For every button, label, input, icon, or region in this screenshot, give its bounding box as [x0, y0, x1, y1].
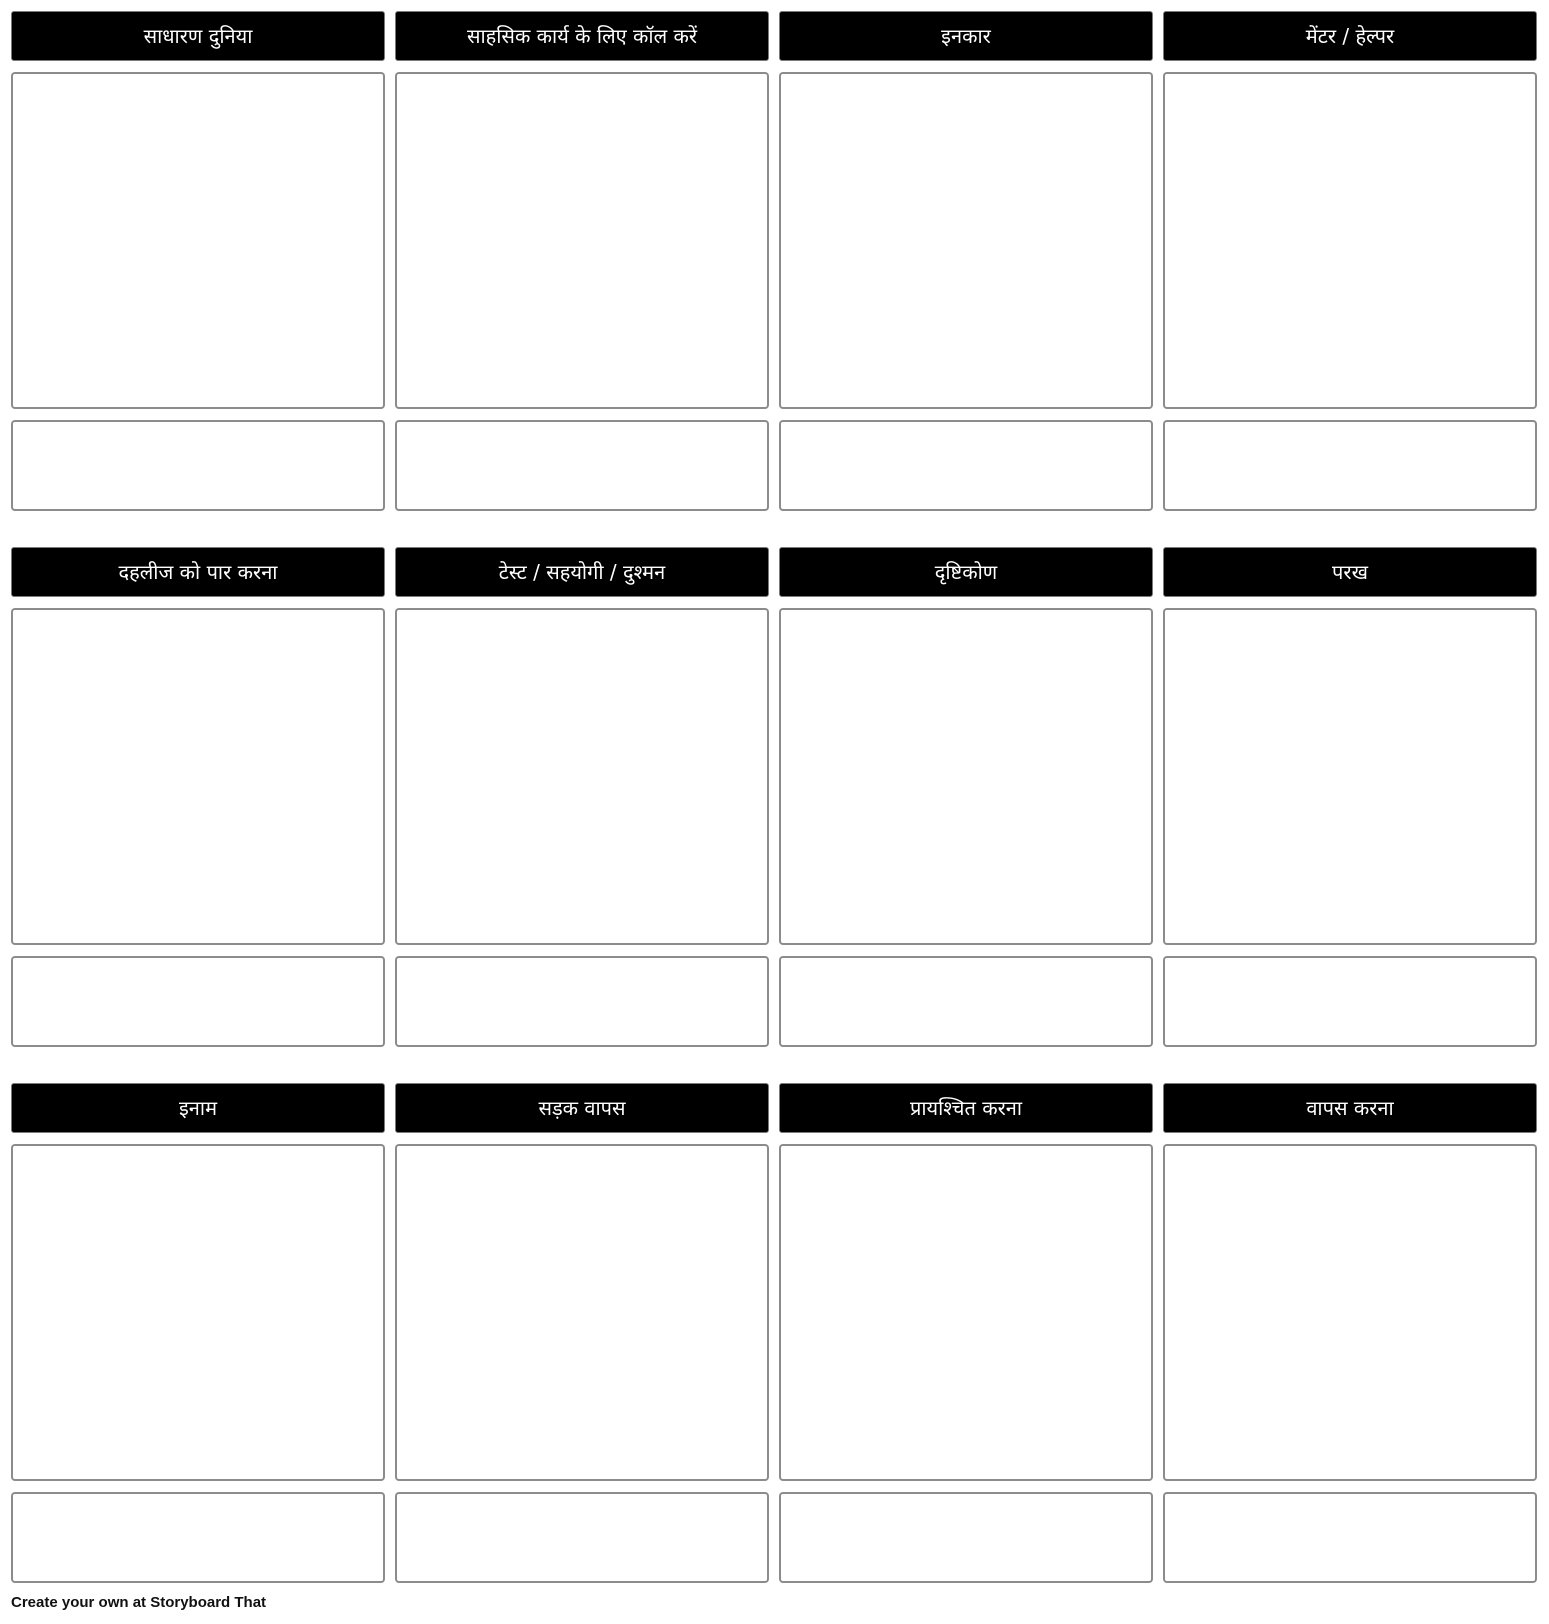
storyboard-cell: [779, 547, 1153, 1047]
cell-title[interactable]: सड़क वापस: [395, 1083, 769, 1133]
cell-title[interactable]: इनाम: [11, 1083, 385, 1133]
cell-title[interactable]: इनकार: [779, 11, 1153, 61]
cell-caption-area[interactable]: [395, 956, 769, 1047]
cell-image-area[interactable]: [1163, 608, 1537, 945]
cell-image-area[interactable]: [779, 608, 1153, 945]
cell-image-area[interactable]: [395, 1144, 769, 1481]
storyboard-cell: [11, 11, 385, 511]
cell-image-area[interactable]: [779, 72, 1153, 409]
cell-caption-area[interactable]: [779, 420, 1153, 511]
storyboard-cell: [11, 547, 385, 1047]
cell-title[interactable]: साहसिक कार्य के लिए कॉल करें: [395, 11, 769, 61]
cell-image-area[interactable]: [779, 1144, 1153, 1481]
cell-image-area[interactable]: [1163, 72, 1537, 409]
cell-caption-area[interactable]: [779, 1492, 1153, 1583]
cell-caption-area[interactable]: [395, 1492, 769, 1583]
cell-title[interactable]: परख: [1163, 547, 1537, 597]
cell-image-area[interactable]: [395, 608, 769, 945]
storyboard-cell: [395, 11, 769, 511]
cell-image-area[interactable]: [1163, 1144, 1537, 1481]
cell-title[interactable]: प्रायश्चित करना: [779, 1083, 1153, 1133]
cell-image-area[interactable]: [11, 1144, 385, 1481]
cell-caption-area[interactable]: [11, 420, 385, 511]
cell-image-area[interactable]: [11, 608, 385, 945]
cell-caption-area[interactable]: [395, 420, 769, 511]
cell-title[interactable]: मेंटर / हेल्पर: [1163, 11, 1537, 61]
cell-image-area[interactable]: [395, 72, 769, 409]
cell-caption-area[interactable]: [779, 956, 1153, 1047]
cell-caption-area[interactable]: [11, 1492, 385, 1583]
storyboard-cell: [11, 1083, 385, 1583]
storyboard-cell: [1163, 547, 1537, 1047]
cell-caption-area[interactable]: [1163, 956, 1537, 1047]
cell-title[interactable]: वापस करना: [1163, 1083, 1537, 1133]
cell-caption-area[interactable]: [1163, 420, 1537, 511]
storyboard-cell: [779, 1083, 1153, 1583]
storyboard-grid: [11, 11, 1538, 1619]
cell-title[interactable]: दृष्टिकोण: [779, 547, 1153, 597]
cell-title[interactable]: दहलीज को पार करना: [11, 547, 385, 597]
storyboard-row: [11, 547, 1538, 1047]
cell-title[interactable]: साधारण दुनिया: [11, 11, 385, 61]
storyboard-row: [11, 1083, 1538, 1583]
cell-title[interactable]: टेस्ट / सहयोगी / दुश्मन: [395, 547, 769, 597]
cell-caption-area[interactable]: [11, 956, 385, 1047]
cell-image-area[interactable]: [11, 72, 385, 409]
cell-caption-area[interactable]: [1163, 1492, 1537, 1583]
storyboard-cell: [1163, 11, 1537, 511]
storyboard-cell: [395, 1083, 769, 1583]
storyboard-row: [11, 11, 1538, 511]
storyboard-footer-link[interactable]: Create your own at Storyboard That: [11, 1594, 267, 1611]
storyboard-cell: [395, 547, 769, 1047]
storyboard-cell: [1163, 1083, 1537, 1583]
storyboard-cell: [779, 11, 1153, 511]
